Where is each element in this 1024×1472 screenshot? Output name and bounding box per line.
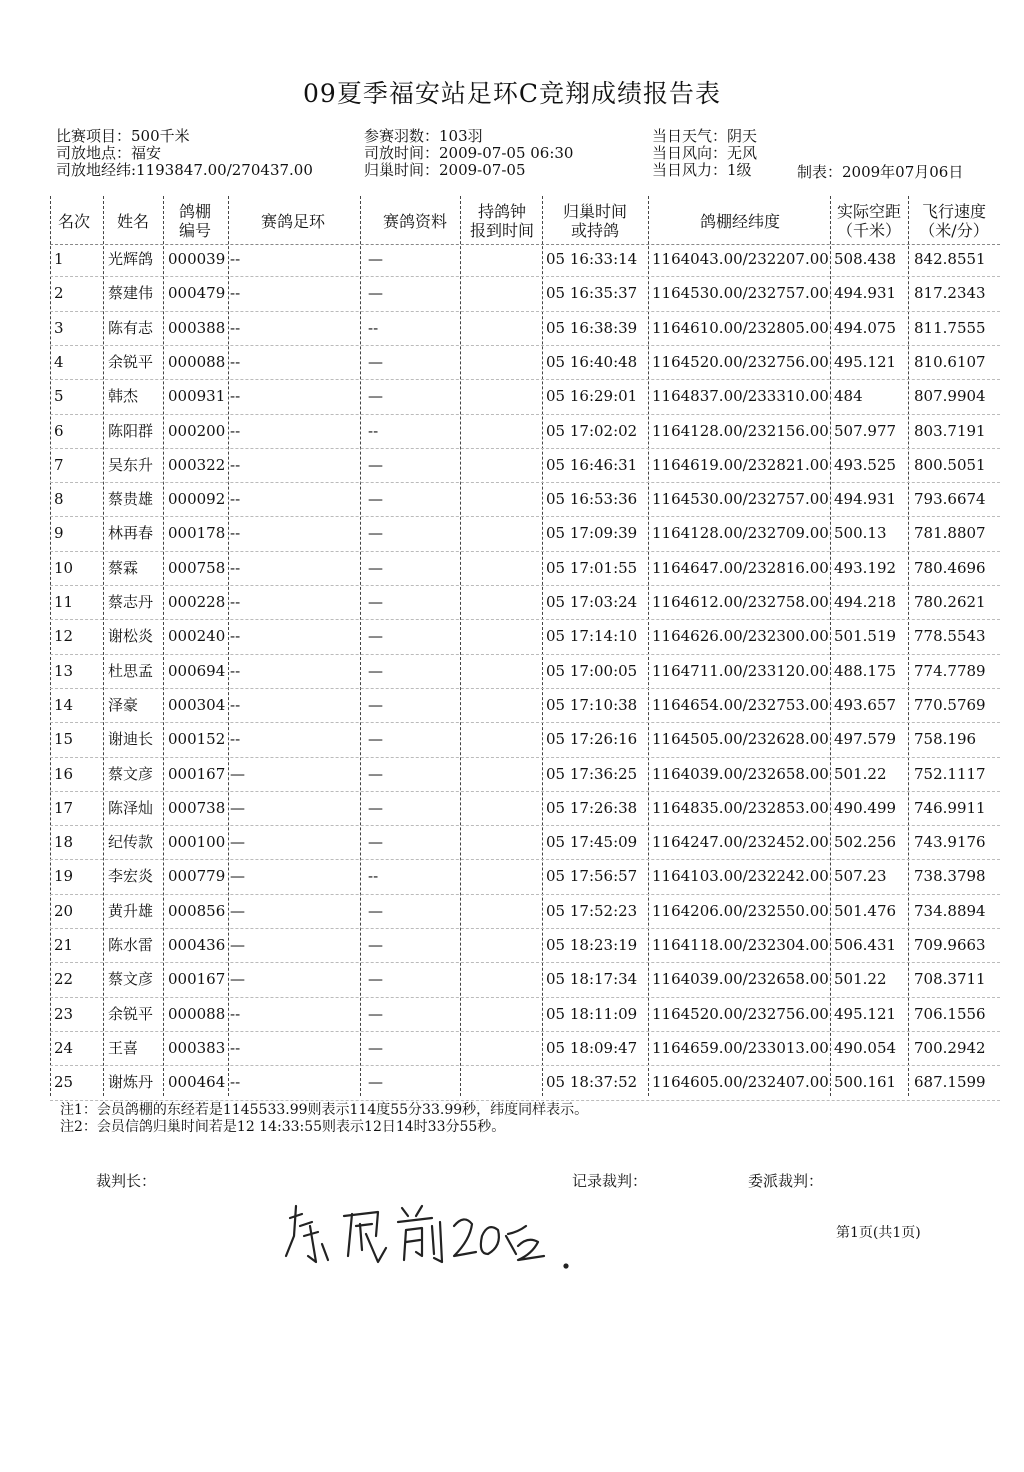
loft-no-cell: 000200 <box>168 421 226 440</box>
loft-no-cell: 000178 <box>168 524 226 543</box>
loft-no-cell: 000383 <box>168 1038 226 1057</box>
rank-cell: 23 <box>54 1004 74 1023</box>
name-cell: 蔡霖 <box>108 558 139 577</box>
ring-cell: -- <box>230 352 241 371</box>
name-cell: 陈泽灿 <box>108 798 154 817</box>
ring-cell: — <box>230 901 245 920</box>
table-row <box>0 962 1000 996</box>
rank-cell: 7 <box>54 455 64 474</box>
info-cell: — <box>368 764 383 783</box>
arrival-time-cell: 05 17:14:10 <box>546 627 638 646</box>
rank-cell: 22 <box>54 970 74 989</box>
info-cell: — <box>368 730 383 749</box>
ring-cell: -- <box>230 1038 241 1057</box>
loft-no-cell: 000240 <box>168 627 226 646</box>
rank-cell: 10 <box>54 558 74 577</box>
header-name: 姓名 <box>116 211 149 231</box>
distance-cell: 494.218 <box>834 593 897 611</box>
info-cell: — <box>368 284 383 303</box>
table-row <box>0 825 1000 859</box>
ring-cell: -- <box>230 1073 241 1092</box>
weather: 当日天气：阴天 <box>652 127 758 145</box>
footnotes <box>60 1102 588 1136</box>
table-row <box>0 688 1000 722</box>
coords-cell: 1164505.00/232628.00 <box>652 730 829 749</box>
rank-cell: 17 <box>54 798 74 817</box>
ring-cell: -- <box>230 421 241 440</box>
speed-cell: 738.3798 <box>914 867 986 886</box>
rank-cell: 1 <box>54 250 64 268</box>
coords-cell: 1164247.00/232452.00 <box>652 833 829 852</box>
arrival-time-cell: 05 17:26:38 <box>546 798 638 817</box>
name-cell: 黄升雄 <box>108 901 154 920</box>
distance-cell: 506.431 <box>834 936 897 954</box>
rank-cell: 24 <box>54 1038 74 1057</box>
ring-cell: -- <box>230 627 241 646</box>
distance-cell: 501.22 <box>834 970 887 989</box>
info-cell: — <box>368 901 383 920</box>
speed-cell: 706.1556 <box>914 1004 986 1023</box>
info-cell: — <box>368 524 383 543</box>
speed-cell: 811.7555 <box>914 318 986 337</box>
header-info: 赛鸽资料 <box>382 211 447 231</box>
name-cell: 吴东升 <box>108 455 154 474</box>
loft-no-cell: 000100 <box>168 833 226 852</box>
info-cell: — <box>368 936 383 954</box>
info-cell: — <box>368 1004 383 1023</box>
distance-cell: 493.525 <box>834 455 897 474</box>
note-2: 注2：会员信鸽归巢时间若是12 14:33:55则表示12日14时33分55秒。 <box>60 1119 506 1135</box>
table-row <box>0 1031 1000 1065</box>
name-cell: 陈有志 <box>108 318 154 337</box>
ring-cell: -- <box>230 524 241 543</box>
distance-cell: 497.579 <box>834 730 897 749</box>
coords-cell: 1164039.00/232658.00 <box>652 970 829 989</box>
coords-cell: 1164837.00/233310.00 <box>652 387 829 406</box>
speed-cell: 842.8551 <box>914 250 986 268</box>
coords-cell: 1164605.00/232407.00 <box>652 1073 829 1092</box>
loft-no-cell: 000856 <box>168 901 226 920</box>
header-clock: 持鸽钟 报到时间 <box>469 202 534 240</box>
header-loft-no: 鸽棚 编号 <box>178 202 211 240</box>
distance-cell: 495.121 <box>834 1004 897 1023</box>
header-ring: 赛鸽足环 <box>260 211 325 231</box>
name-cell: 林再春 <box>108 524 154 543</box>
speed-cell: 746.9911 <box>914 798 986 817</box>
ring-cell: -- <box>230 661 241 680</box>
info-cell: — <box>368 661 383 680</box>
arrival-time-cell: 05 17:10:38 <box>546 695 638 714</box>
page-indicator: 第1页(共1页) <box>836 1225 921 1241</box>
distance-cell: 508.438 <box>834 250 897 268</box>
arrival-time-cell: 05 18:23:19 <box>546 936 638 954</box>
rank-cell: 6 <box>54 421 64 440</box>
coords-cell: 1164118.00/232304.00 <box>652 936 829 954</box>
info-cell: — <box>368 250 383 268</box>
coords-cell: 1164612.00/232758.00 <box>652 593 829 611</box>
table-row <box>0 345 1000 379</box>
loft-no-cell: 000039 <box>168 250 226 268</box>
loft-no-cell: 000304 <box>168 695 226 714</box>
coords-cell: 1164530.00/232757.00 <box>652 284 829 303</box>
speed-cell: 810.6107 <box>914 352 986 371</box>
wind-force: 当日风力：1级 <box>652 161 752 179</box>
meta-mid <box>364 128 573 179</box>
name-cell: 谢迪长 <box>108 730 154 749</box>
loft-no-cell: 000092 <box>168 490 226 509</box>
rank-cell: 3 <box>54 318 64 337</box>
coords-cell: 1164128.00/232709.00 <box>652 524 829 543</box>
rank-cell: 25 <box>54 1073 74 1092</box>
coords-cell: 1164520.00/232756.00 <box>652 352 829 371</box>
name-cell: 泽豪 <box>108 695 139 714</box>
arrival-time-cell: 05 17:26:16 <box>546 730 638 749</box>
arrival-time-cell: 05 16:53:36 <box>546 490 638 509</box>
ring-cell: -- <box>230 558 241 577</box>
ring-cell: -- <box>230 730 241 749</box>
table-row <box>0 482 1000 516</box>
arrival-time-cell: 05 18:11:09 <box>546 1004 638 1023</box>
arrival-time-cell: 05 18:17:34 <box>546 970 638 989</box>
coords-cell: 1164626.00/232300.00 <box>652 627 829 646</box>
loft-no-cell: 000931 <box>168 387 226 406</box>
wind-direction: 当日风向：无风 <box>652 144 758 162</box>
loft-no-cell: 000436 <box>168 936 226 954</box>
name-cell: 杜思孟 <box>108 661 154 680</box>
info-cell: — <box>368 1073 383 1092</box>
ring-cell: -- <box>230 593 241 611</box>
meta-left <box>56 128 313 179</box>
table-row <box>0 448 1000 482</box>
speed-cell: 793.6674 <box>914 490 986 509</box>
speed-cell: 758.196 <box>914 730 977 749</box>
arrival-time-cell: 05 16:29:01 <box>546 387 638 406</box>
rank-cell: 13 <box>54 661 74 680</box>
release-site: 司放地点：福安 <box>56 144 162 162</box>
arrival-time-cell: 05 16:35:37 <box>546 284 638 303</box>
rank-cell: 12 <box>54 627 74 646</box>
header-distance: 实际空距 （千米） <box>836 202 901 240</box>
ring-cell: -- <box>230 455 241 474</box>
distance-cell: 490.499 <box>834 798 897 817</box>
rank-cell: 18 <box>54 833 74 852</box>
loft-no-cell: 000167 <box>168 764 226 783</box>
name-cell: 光辉鸽 <box>108 250 154 268</box>
appointed-referee-label: 委派裁判： <box>748 1172 824 1190</box>
loft-no-cell: 000694 <box>168 661 226 680</box>
distance-cell: 500.13 <box>834 524 887 543</box>
row-divider <box>50 1100 1000 1101</box>
rank-cell: 11 <box>54 593 74 611</box>
coords-cell: 1164619.00/232821.00 <box>652 455 829 474</box>
arrival-time-cell: 05 17:00:05 <box>546 661 638 680</box>
coords-cell: 1164530.00/232757.00 <box>652 490 829 509</box>
rank-cell: 5 <box>54 387 64 406</box>
rank-cell: 2 <box>54 284 64 303</box>
table-row <box>0 997 1000 1031</box>
name-cell: 余锐平 <box>108 1004 154 1023</box>
chief-referee-label: 裁判长： <box>96 1172 157 1190</box>
name-cell: 李宏炎 <box>108 867 154 886</box>
loft-no-cell: 000464 <box>168 1073 226 1092</box>
distance-cell: 502.256 <box>834 833 897 852</box>
speed-cell: 709.9663 <box>914 936 986 954</box>
table-row <box>0 516 1000 550</box>
name-cell: 陈水雷 <box>108 936 154 954</box>
arrival-time-cell: 05 17:56:57 <box>546 867 638 886</box>
release-coords: 司放地经纬:1193847.00/270437.00 <box>56 161 313 179</box>
info-cell: — <box>368 627 383 646</box>
arrival-time-cell: 05 16:33:14 <box>546 250 638 268</box>
speed-cell: 770.5769 <box>914 695 986 714</box>
arrival-time-cell: 05 17:02:02 <box>546 421 638 440</box>
coords-cell: 1164610.00/232805.00 <box>652 318 829 337</box>
speed-cell: 800.5051 <box>914 455 986 474</box>
recorder-label: 记录裁判： <box>572 1172 648 1190</box>
header-rank: 名次 <box>57 211 90 231</box>
arrival-time-cell: 05 17:45:09 <box>546 833 638 852</box>
coords-cell: 1164128.00/232156.00 <box>652 421 829 440</box>
ring-cell: -- <box>230 695 241 714</box>
name-cell: 蔡文彦 <box>108 970 154 989</box>
ring-cell: -- <box>230 490 241 509</box>
loft-no-cell: 000758 <box>168 558 226 577</box>
header-speed: 飞行速度 （米/分） <box>919 202 989 240</box>
speed-cell: 780.2621 <box>914 593 986 611</box>
speed-cell: 774.7789 <box>914 661 986 680</box>
info-cell: — <box>368 593 383 611</box>
header-arrival: 归巢时间 或持鸽 <box>562 202 627 240</box>
speed-cell: 817.2343 <box>914 284 986 303</box>
rank-cell: 20 <box>54 901 74 920</box>
info-cell: — <box>368 387 383 406</box>
rank-cell: 4 <box>54 352 64 371</box>
rank-cell: 21 <box>54 936 74 954</box>
table-row <box>0 379 1000 413</box>
speed-cell: 778.5543 <box>914 627 986 646</box>
info-cell: — <box>368 833 383 852</box>
speed-cell: 734.8894 <box>914 901 986 920</box>
name-cell: 蔡贵雄 <box>108 490 154 509</box>
ring-cell: -- <box>230 250 241 268</box>
arrival-time-cell: 05 17:52:23 <box>546 901 638 920</box>
ring-cell: -- <box>230 1004 241 1023</box>
coords-cell: 1164206.00/232550.00 <box>652 901 829 920</box>
loft-no-cell: 000738 <box>168 798 226 817</box>
distance-cell: 507.977 <box>834 421 897 440</box>
info-cell: — <box>368 490 383 509</box>
info-cell: — <box>368 352 383 371</box>
name-cell: 蔡志丹 <box>108 593 154 611</box>
table-row <box>0 551 1000 585</box>
info-cell: — <box>368 455 383 474</box>
distance-cell: 507.23 <box>834 867 887 886</box>
return-date: 归巢时间：2009-07-05 <box>364 161 526 179</box>
coords-cell: 1164043.00/232207.00 <box>652 250 829 268</box>
loft-no-cell: 000167 <box>168 970 226 989</box>
info-cell: — <box>368 970 383 989</box>
loft-no-cell: 000479 <box>168 284 226 303</box>
info-cell: -- <box>368 867 379 886</box>
loft-no-cell: 000088 <box>168 352 226 371</box>
handwritten-signature <box>282 1196 582 1276</box>
table-row <box>0 585 1000 619</box>
name-cell: 王喜 <box>108 1038 139 1057</box>
speed-cell: 803.7191 <box>914 421 986 440</box>
coords-cell: 1164654.00/232753.00 <box>652 695 829 714</box>
ring-cell: -- <box>230 284 241 303</box>
table-row <box>0 276 1000 310</box>
ring-cell: -- <box>230 387 241 406</box>
arrival-time-cell: 05 18:37:52 <box>546 1073 638 1092</box>
info-cell: -- <box>368 421 379 440</box>
name-cell: 余锐平 <box>108 352 154 371</box>
speed-cell: 700.2942 <box>914 1038 986 1057</box>
distance-cell: 484 <box>834 387 863 406</box>
name-cell: 纪传款 <box>108 833 154 852</box>
coords-cell: 1164520.00/232756.00 <box>652 1004 829 1023</box>
release-time: 司放时间：2009-07-05 06:30 <box>364 144 574 162</box>
info-cell: — <box>368 558 383 577</box>
loft-no-cell: 000088 <box>168 1004 226 1023</box>
table-row <box>0 414 1000 448</box>
header-coords: 鸽棚经纬度 <box>699 211 780 231</box>
arrival-time-cell: 05 17:03:24 <box>546 593 638 611</box>
rank-cell: 15 <box>54 730 74 749</box>
speed-cell: 781.8807 <box>914 524 986 543</box>
distance-cell: 490.054 <box>834 1038 897 1057</box>
coords-cell: 1164039.00/232658.00 <box>652 764 829 783</box>
ring-cell: -- <box>230 318 241 337</box>
coords-cell: 1164103.00/232242.00 <box>652 867 829 886</box>
distance-cell: 494.075 <box>834 318 897 337</box>
speed-cell: 780.4696 <box>914 558 986 577</box>
ring-cell: — <box>230 833 245 852</box>
arrival-time-cell: 05 17:09:39 <box>546 524 638 543</box>
table-row <box>0 654 1000 688</box>
coords-cell: 1164647.00/232816.00 <box>652 558 829 577</box>
made-date: 制表：2009年07月06日 <box>797 163 964 181</box>
table-row <box>0 619 1000 653</box>
name-cell: 蔡文彦 <box>108 764 154 783</box>
note-1: 注1：会员鸽棚的东经若是1145533.99则表示114度55分33.99秒，纬度同样表示。 <box>60 1102 589 1118</box>
coords-cell: 1164835.00/232853.00 <box>652 798 829 817</box>
distance-cell: 494.931 <box>834 490 897 509</box>
arrival-time-cell: 05 17:01:55 <box>546 558 638 577</box>
loft-no-cell: 000228 <box>168 593 226 611</box>
table-row <box>0 791 1000 825</box>
table-row <box>0 722 1000 756</box>
distance-cell: 501.22 <box>834 764 887 783</box>
rank-cell: 14 <box>54 695 74 714</box>
name-cell: 陈阳群 <box>108 421 154 440</box>
ring-cell: — <box>230 936 245 954</box>
distance-cell: 488.175 <box>834 661 897 680</box>
distance-cell: 494.931 <box>834 284 897 303</box>
info-cell: -- <box>368 318 379 337</box>
name-cell: 韩杰 <box>108 387 139 406</box>
speed-cell: 752.1117 <box>914 764 986 783</box>
info-cell: — <box>368 695 383 714</box>
info-cell: — <box>368 1038 383 1057</box>
distance-cell: 493.657 <box>834 695 897 714</box>
speed-cell: 687.1599 <box>914 1073 986 1092</box>
report-title: 09夏季福安站足环C竞翔成绩报告表 <box>303 79 721 108</box>
loft-no-cell: 000388 <box>168 318 226 337</box>
table-row <box>0 928 1000 962</box>
meta-right <box>652 128 757 179</box>
entries-count: 参赛羽数：103羽 <box>364 127 483 145</box>
distance-cell: 501.476 <box>834 901 897 920</box>
speed-cell: 743.9176 <box>914 833 986 852</box>
ring-cell: — <box>230 798 245 817</box>
distance-cell: 501.519 <box>834 627 897 646</box>
arrival-time-cell: 05 16:40:48 <box>546 352 638 371</box>
ring-cell: — <box>230 867 245 886</box>
table-row <box>0 311 1000 345</box>
rank-cell: 8 <box>54 490 64 509</box>
speed-cell: 708.3711 <box>914 970 986 989</box>
distance-cell: 500.161 <box>834 1073 897 1092</box>
info-cell: — <box>368 798 383 817</box>
ring-cell: — <box>230 764 245 783</box>
name-cell: 谢松炎 <box>108 627 154 646</box>
speed-cell: 807.9904 <box>914 387 986 406</box>
distance-cell: 493.192 <box>834 558 897 577</box>
coords-cell: 1164711.00/233120.00 <box>652 661 829 680</box>
table-row <box>0 1065 1000 1099</box>
name-cell: 蔡建伟 <box>108 284 154 303</box>
arrival-time-cell: 05 17:36:25 <box>546 764 638 783</box>
arrival-time-cell: 05 16:38:39 <box>546 318 638 337</box>
rank-cell: 19 <box>54 867 74 886</box>
arrival-time-cell: 05 18:09:47 <box>546 1038 638 1057</box>
loft-no-cell: 000322 <box>168 455 226 474</box>
table-row <box>0 894 1000 928</box>
table-row <box>0 757 1000 791</box>
ring-cell: — <box>230 970 245 989</box>
table-row <box>0 242 1000 276</box>
race-item: 比赛项目：500千米 <box>56 127 190 145</box>
coords-cell: 1164659.00/233013.00 <box>652 1038 829 1057</box>
name-cell: 谢炼丹 <box>108 1073 154 1092</box>
table-row <box>0 859 1000 893</box>
loft-no-cell: 000779 <box>168 867 226 886</box>
arrival-time-cell: 05 16:46:31 <box>546 455 638 474</box>
loft-no-cell: 000152 <box>168 730 226 749</box>
rank-cell: 16 <box>54 764 74 783</box>
rank-cell: 9 <box>54 524 64 543</box>
distance-cell: 495.121 <box>834 352 897 371</box>
